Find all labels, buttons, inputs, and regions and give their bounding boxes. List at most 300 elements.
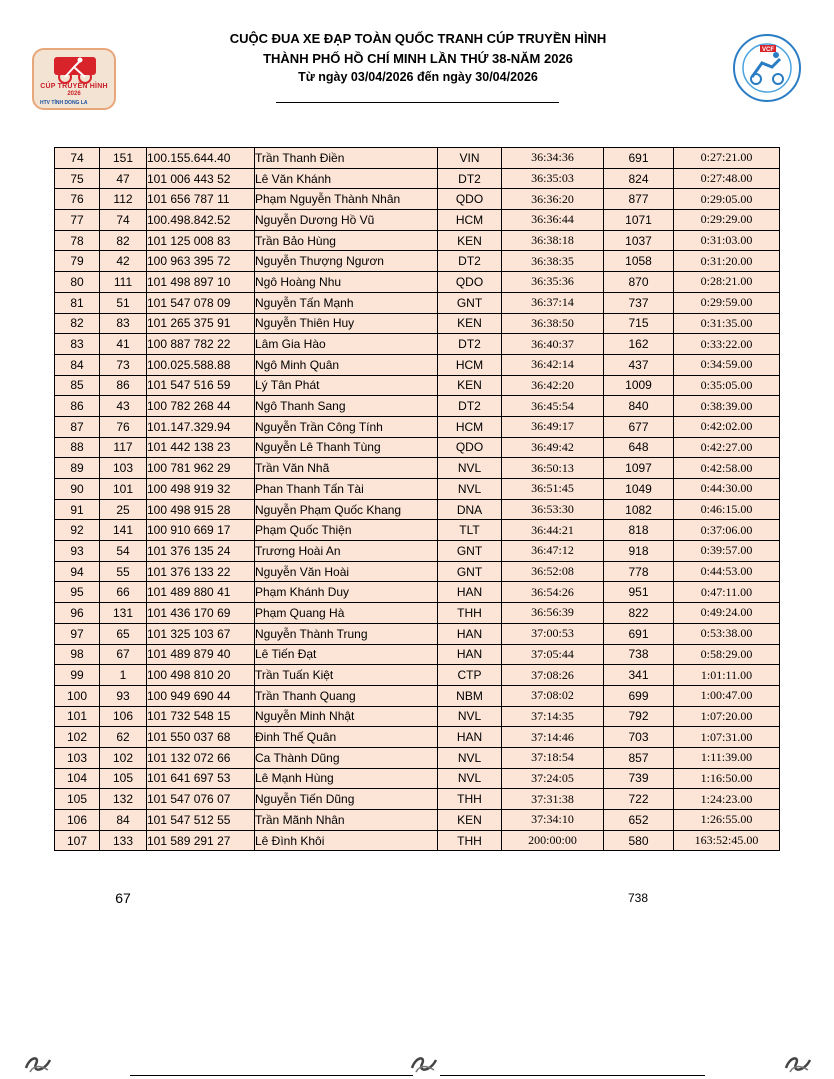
points-cell: 870 — [604, 272, 674, 293]
rider-name-cell: Nguyễn Tấn Mạnh — [255, 292, 438, 313]
table-row — [55, 830, 780, 851]
total-time-cell: 200:00:00 — [502, 830, 604, 851]
uci-id-cell: 101 376 135 24 — [147, 541, 255, 562]
points-cell: 951 — [604, 582, 674, 603]
points-cell: 1049 — [604, 479, 674, 500]
team-code-cell: GNT — [438, 292, 502, 313]
rank-cell: 94 — [55, 561, 100, 582]
uci-id-cell: 100 887 782 22 — [147, 334, 255, 355]
uci-id-cell: 101 589 291 27 — [147, 830, 255, 851]
total-time-cell: 36:38:18 — [502, 230, 604, 251]
team-code-cell: THH — [438, 830, 502, 851]
time-gap-cell: 1:24:23.00 — [674, 789, 780, 810]
rank-cell: 105 — [55, 789, 100, 810]
uci-id-cell: 101 006 443 52 — [147, 168, 255, 189]
rank-cell: 86 — [55, 396, 100, 417]
tv-cup-logo — [32, 48, 116, 110]
rider-name-cell: Lê Đình Khôi — [255, 830, 438, 851]
rank-cell: 97 — [55, 623, 100, 644]
points-cell: 715 — [604, 313, 674, 334]
cyclist-emblem-icon — [50, 55, 100, 85]
time-gap-cell: 1:11:39.00 — [674, 747, 780, 768]
points-cell: 739 — [604, 768, 674, 789]
bib-cell: 42 — [100, 251, 147, 272]
points-cell: 792 — [604, 706, 674, 727]
table-row — [55, 810, 780, 831]
uci-id-cell: 100 781 962 29 — [147, 458, 255, 479]
uci-id-cell: 100 498 919 32 — [147, 479, 255, 500]
uci-id-cell: 101.147.329.94 — [147, 416, 255, 437]
bib-cell: 43 — [100, 396, 147, 417]
points-cell: 737 — [604, 292, 674, 313]
time-gap-cell: 0:39:57.00 — [674, 541, 780, 562]
table-row — [55, 272, 780, 293]
table-row — [55, 665, 780, 686]
rank-cell: 101 — [55, 706, 100, 727]
time-gap-cell: 0:31:20.00 — [674, 251, 780, 272]
uci-id-cell: 101 489 880 41 — [147, 582, 255, 603]
bib-cell: 74 — [100, 210, 147, 231]
total-time-cell: 37:05:44 — [502, 644, 604, 665]
footer-logo-right-icon — [780, 1050, 816, 1076]
rider-name-cell: Nguyễn Lê Thanh Tùng — [255, 437, 438, 458]
points-cell: 652 — [604, 810, 674, 831]
time-gap-cell: 1:07:20.00 — [674, 706, 780, 727]
rider-name-cell: Phạm Quang Hà — [255, 603, 438, 624]
rank-cell: 98 — [55, 644, 100, 665]
bib-cell: 117 — [100, 437, 147, 458]
total-time-cell: 37:34:10 — [502, 810, 604, 831]
rider-name-cell: Nguyễn Thiên Huy — [255, 313, 438, 334]
time-gap-cell: 0:33:22.00 — [674, 334, 780, 355]
points-cell: 778 — [604, 561, 674, 582]
team-code-cell: THH — [438, 603, 502, 624]
uci-id-cell: 101 641 697 53 — [147, 768, 255, 789]
bib-cell: 102 — [100, 747, 147, 768]
time-gap-cell: 1:16:50.00 — [674, 768, 780, 789]
logo-sponsors-text: HTV TỈNH DONG LA — [40, 100, 88, 106]
points-cell: 818 — [604, 520, 674, 541]
total-time-cell: 37:18:54 — [502, 747, 604, 768]
bib-cell: 111 — [100, 272, 147, 293]
points-cell: 677 — [604, 416, 674, 437]
bib-cell: 132 — [100, 789, 147, 810]
points-cell: 703 — [604, 727, 674, 748]
time-gap-cell: 0:42:02.00 — [674, 416, 780, 437]
points-cell: 580 — [604, 830, 674, 851]
team-code-cell: KEN — [438, 230, 502, 251]
time-gap-cell: 0:29:05.00 — [674, 189, 780, 210]
points-cell: 738 — [604, 644, 674, 665]
rider-name-cell: Trần Mãnh Nhân — [255, 810, 438, 831]
table-row — [55, 458, 780, 479]
bib-cell: 141 — [100, 520, 147, 541]
rank-cell: 91 — [55, 499, 100, 520]
rank-cell: 74 — [55, 148, 100, 169]
points-cell: 824 — [604, 168, 674, 189]
points-cell: 722 — [604, 789, 674, 810]
uci-id-cell: 101 547 076 07 — [147, 789, 255, 810]
total-time-cell: 37:08:26 — [502, 665, 604, 686]
title-line-2: THÀNH PHỐ HỒ CHÍ MINH LẦN THỨ 38-NĂM 2026 — [263, 51, 573, 66]
uci-id-cell: 100 910 669 17 — [147, 520, 255, 541]
bib-cell: 25 — [100, 499, 147, 520]
points-cell: 162 — [604, 334, 674, 355]
rider-name-cell: Lê Tiến Đạt — [255, 644, 438, 665]
bib-cell: 1 — [100, 665, 147, 686]
bib-cell: 62 — [100, 727, 147, 748]
total-time-cell: 37:14:46 — [502, 727, 604, 748]
total-time-cell: 36:37:14 — [502, 292, 604, 313]
rider-name-cell: Trần Bảo Hùng — [255, 230, 438, 251]
rank-cell: 107 — [55, 830, 100, 851]
team-code-cell: NBM — [438, 685, 502, 706]
rank-cell: 76 — [55, 189, 100, 210]
rank-cell: 78 — [55, 230, 100, 251]
rider-name-cell: Phan Thanh Tấn Tài — [255, 479, 438, 500]
bib-cell: 65 — [100, 623, 147, 644]
rank-cell: 103 — [55, 747, 100, 768]
bib-cell: 82 — [100, 230, 147, 251]
team-code-cell: HAN — [438, 644, 502, 665]
rider-name-cell: Đinh Thế Quân — [255, 727, 438, 748]
uci-id-cell: 101 442 138 23 — [147, 437, 255, 458]
uci-id-cell: 101 436 170 69 — [147, 603, 255, 624]
bib-cell: 131 — [100, 603, 147, 624]
rider-name-cell: Phạm Nguyễn Thành Nhân — [255, 189, 438, 210]
team-code-cell: DT2 — [438, 251, 502, 272]
team-code-cell: HCM — [438, 210, 502, 231]
logo-year-text: 2026 — [67, 91, 81, 97]
uci-id-cell: 101 547 078 09 — [147, 292, 255, 313]
rider-name-cell: Ca Thành Dũng — [255, 747, 438, 768]
rider-name-cell: Trần Văn Nhã — [255, 458, 438, 479]
table-row — [55, 148, 780, 169]
table-row — [55, 375, 780, 396]
uci-id-cell: 100 498 810 20 — [147, 665, 255, 686]
rider-name-cell: Lê Mạnh Hùng — [255, 768, 438, 789]
uci-id-cell: 101 550 037 68 — [147, 727, 255, 748]
time-gap-cell: 0:28:21.00 — [674, 272, 780, 293]
team-code-cell: DNA — [438, 499, 502, 520]
table-row — [55, 292, 780, 313]
rider-name-cell: Nguyễn Dương Hồ Vũ — [255, 210, 438, 231]
uci-id-cell: 100 782 268 44 — [147, 396, 255, 417]
uci-id-cell: 101 132 072 66 — [147, 747, 255, 768]
table-row — [55, 768, 780, 789]
total-time-cell: 37:24:05 — [502, 768, 604, 789]
time-gap-cell: 0:35:05.00 — [674, 375, 780, 396]
points-cell: 877 — [604, 189, 674, 210]
time-gap-cell: 0:27:21.00 — [674, 148, 780, 169]
total-time-cell: 36:54:26 — [502, 582, 604, 603]
rider-name-cell: Trần Thanh Điền — [255, 148, 438, 169]
team-code-cell: NVL — [438, 458, 502, 479]
team-code-cell: NVL — [438, 747, 502, 768]
uci-id-cell: 100 949 690 44 — [147, 685, 255, 706]
footer-logo-center-icon — [406, 1050, 442, 1076]
table-row — [55, 789, 780, 810]
rider-name-cell: Trần Thanh Quang — [255, 685, 438, 706]
table-row — [55, 520, 780, 541]
rank-cell: 80 — [55, 272, 100, 293]
bib-cell: 76 — [100, 416, 147, 437]
footer-line-right — [440, 1075, 705, 1076]
team-code-cell: DT2 — [438, 396, 502, 417]
team-code-cell: QDO — [438, 189, 502, 210]
rider-name-cell: Nguyễn Tiến Dũng — [255, 789, 438, 810]
rank-cell: 102 — [55, 727, 100, 748]
team-code-cell: HAN — [438, 582, 502, 603]
bib-cell: 112 — [100, 189, 147, 210]
table-row — [55, 644, 780, 665]
table-row — [55, 437, 780, 458]
total-time-cell: 36:53:30 — [502, 499, 604, 520]
results-table — [54, 147, 780, 851]
points-cell: 1037 — [604, 230, 674, 251]
team-code-cell: TLT — [438, 520, 502, 541]
time-gap-cell: 0:44:30.00 — [674, 479, 780, 500]
table-row — [55, 334, 780, 355]
total-time-cell: 37:31:38 — [502, 789, 604, 810]
total-time-cell: 36:47:12 — [502, 541, 604, 562]
table-row — [55, 623, 780, 644]
total-time-cell: 36:51:45 — [502, 479, 604, 500]
rider-name-cell: Lý Tân Phát — [255, 375, 438, 396]
rider-name-cell: Ngô Thanh Sang — [255, 396, 438, 417]
time-gap-cell: 163:52:45.00 — [674, 830, 780, 851]
time-gap-cell: 0:49:24.00 — [674, 603, 780, 624]
total-time-cell: 36:36:44 — [502, 210, 604, 231]
total-time-cell: 36:38:35 — [502, 251, 604, 272]
points-cell: 648 — [604, 437, 674, 458]
time-gap-cell: 0:47:11.00 — [674, 582, 780, 603]
points-cell: 1097 — [604, 458, 674, 479]
bib-cell: 55 — [100, 561, 147, 582]
time-gap-cell: 0:37:06.00 — [674, 520, 780, 541]
rank-cell: 84 — [55, 354, 100, 375]
points-cell: 699 — [604, 685, 674, 706]
rank-cell: 106 — [55, 810, 100, 831]
footer-line-left — [130, 1075, 413, 1076]
uci-id-cell: 101 325 103 67 — [147, 623, 255, 644]
bib-cell: 67 — [100, 644, 147, 665]
time-gap-cell: 0:38:39.00 — [674, 396, 780, 417]
time-gap-cell: 0:58:29.00 — [674, 644, 780, 665]
rank-cell: 85 — [55, 375, 100, 396]
bib-cell: 41 — [100, 334, 147, 355]
rider-name-cell: Trương Hoài An — [255, 541, 438, 562]
total-time-cell: 36:49:17 — [502, 416, 604, 437]
total-time-cell: 36:44:21 — [502, 520, 604, 541]
table-row — [55, 582, 780, 603]
table-row — [55, 706, 780, 727]
bib-cell: 86 — [100, 375, 147, 396]
bib-cell: 66 — [100, 582, 147, 603]
rank-cell: 81 — [55, 292, 100, 313]
bib-cell: 51 — [100, 292, 147, 313]
table-row — [55, 210, 780, 231]
points-cell: 691 — [604, 148, 674, 169]
time-gap-cell: 0:42:58.00 — [674, 458, 780, 479]
rider-name-cell: Ngô Minh Quân — [255, 354, 438, 375]
uci-id-cell: 101 656 787 11 — [147, 189, 255, 210]
table-row — [55, 685, 780, 706]
bib-cell: 73 — [100, 354, 147, 375]
uci-id-cell: 100.155.644.40 — [147, 148, 255, 169]
rider-name-cell: Nguyễn Thành Trung — [255, 623, 438, 644]
time-gap-cell: 0:29:29.00 — [674, 210, 780, 231]
time-gap-cell: 0:44:53.00 — [674, 561, 780, 582]
table-row — [55, 541, 780, 562]
table-row — [55, 251, 780, 272]
rider-name-cell: Lê Văn Khánh — [255, 168, 438, 189]
rider-name-cell: Nguyễn Trần Công Tính — [255, 416, 438, 437]
logo-cup-text: CÚP TRUYỀN HÌNH — [40, 83, 108, 90]
table-row — [55, 354, 780, 375]
total-time-cell: 36:34:36 — [502, 148, 604, 169]
total-time-cell: 36:38:50 — [502, 313, 604, 334]
rider-name-cell: Ngô Hoàng Nhu — [255, 272, 438, 293]
rank-cell: 83 — [55, 334, 100, 355]
time-gap-cell: 0:42:27.00 — [674, 437, 780, 458]
points-cell: 822 — [604, 603, 674, 624]
rank-cell: 90 — [55, 479, 100, 500]
team-code-cell: GNT — [438, 561, 502, 582]
rank-cell: 79 — [55, 251, 100, 272]
rider-name-cell: Trần Tuấn Kiệt — [255, 665, 438, 686]
time-gap-cell: 1:26:55.00 — [674, 810, 780, 831]
time-gap-cell: 0:53:38.00 — [674, 623, 780, 644]
total-time-cell: 36:35:36 — [502, 272, 604, 293]
team-code-cell: GNT — [438, 541, 502, 562]
table-row — [55, 727, 780, 748]
rank-cell: 82 — [55, 313, 100, 334]
team-code-cell: HCM — [438, 354, 502, 375]
table-row — [55, 603, 780, 624]
time-gap-cell: 0:34:59.00 — [674, 354, 780, 375]
rider-name-cell: Nguyễn Minh Nhật — [255, 706, 438, 727]
uci-id-cell: 100.498.842.52 — [147, 210, 255, 231]
team-code-cell: KEN — [438, 313, 502, 334]
team-code-cell: QDO — [438, 437, 502, 458]
points-cell: 840 — [604, 396, 674, 417]
time-gap-cell: 0:46:15.00 — [674, 499, 780, 520]
team-code-cell: QDO — [438, 272, 502, 293]
time-gap-cell: 0:31:35.00 — [674, 313, 780, 334]
uci-id-cell: 101 376 133 22 — [147, 561, 255, 582]
uci-id-cell: 101 498 897 10 — [147, 272, 255, 293]
points-cell: 437 — [604, 354, 674, 375]
uci-id-cell: 100.025.588.88 — [147, 354, 255, 375]
rider-name-cell: Nguyễn Thượng Ngươn — [255, 251, 438, 272]
uci-id-cell: 101 547 516 59 — [147, 375, 255, 396]
points-cell: 918 — [604, 541, 674, 562]
total-time-cell: 36:50:13 — [502, 458, 604, 479]
bib-cell: 106 — [100, 706, 147, 727]
uci-id-cell: 100 498 915 28 — [147, 499, 255, 520]
total-time-cell: 36:45:54 — [502, 396, 604, 417]
points-cell: 1009 — [604, 375, 674, 396]
table-row — [55, 416, 780, 437]
date-range-line: Từ ngày 03/04/2026 đến ngày 30/04/2026 — [298, 70, 538, 84]
table-row — [55, 168, 780, 189]
uci-id-cell: 100 963 395 72 — [147, 251, 255, 272]
bib-cell: 103 — [100, 458, 147, 479]
total-time-cell: 36:52:08 — [502, 561, 604, 582]
rank-cell: 87 — [55, 416, 100, 437]
total-time-cell: 37:00:53 — [502, 623, 604, 644]
table-row — [55, 479, 780, 500]
vcf-federation-logo-icon — [732, 33, 802, 103]
table-row — [55, 396, 780, 417]
rank-cell: 99 — [55, 665, 100, 686]
title-line-1: CUỘC ĐUA XE ĐẠP TOÀN QUỐC TRANH CÚP TRUYỀN HÌNH — [229, 31, 607, 46]
results-table-body — [55, 148, 780, 851]
total-time-cell: 36:36:20 — [502, 189, 604, 210]
team-code-cell: THH — [438, 789, 502, 810]
uci-id-cell: 101 547 512 55 — [147, 810, 255, 831]
rider-name-cell: Nguyễn Phạm Quốc Khang — [255, 499, 438, 520]
summary-bib-total: 67 — [115, 890, 131, 906]
team-code-cell: HAN — [438, 623, 502, 644]
summary-points-total: 738 — [627, 891, 649, 905]
team-code-cell: CTP — [438, 665, 502, 686]
vcf-logo-text: VCF — [762, 47, 774, 53]
team-code-cell: HAN — [438, 727, 502, 748]
rank-cell: 100 — [55, 685, 100, 706]
table-row — [55, 747, 780, 768]
total-time-cell: 36:42:20 — [502, 375, 604, 396]
total-time-cell: 36:56:39 — [502, 603, 604, 624]
time-gap-cell: 0:27:48.00 — [674, 168, 780, 189]
total-time-cell: 36:49:42 — [502, 437, 604, 458]
rider-name-cell: Phạm Khánh Duy — [255, 582, 438, 603]
team-code-cell: KEN — [438, 375, 502, 396]
team-code-cell: NVL — [438, 768, 502, 789]
header-divider — [276, 102, 559, 103]
table-row — [55, 561, 780, 582]
rider-name-cell: Nguyễn Văn Hoài — [255, 561, 438, 582]
bib-cell: 54 — [100, 541, 147, 562]
bib-cell: 101 — [100, 479, 147, 500]
points-cell: 341 — [604, 665, 674, 686]
bib-cell: 47 — [100, 168, 147, 189]
time-gap-cell: 1:01:11.00 — [674, 665, 780, 686]
bib-cell: 93 — [100, 685, 147, 706]
table-row — [55, 313, 780, 334]
points-cell: 857 — [604, 747, 674, 768]
team-code-cell: KEN — [438, 810, 502, 831]
points-cell: 1071 — [604, 210, 674, 231]
time-gap-cell: 0:29:59.00 — [674, 292, 780, 313]
time-gap-cell: 0:31:03.00 — [674, 230, 780, 251]
rank-cell: 95 — [55, 582, 100, 603]
bib-cell: 133 — [100, 830, 147, 851]
bib-cell: 105 — [100, 768, 147, 789]
points-cell: 1082 — [604, 499, 674, 520]
uci-id-cell: 101 732 548 15 — [147, 706, 255, 727]
total-time-cell: 36:40:37 — [502, 334, 604, 355]
time-gap-cell: 1:00:47.00 — [674, 685, 780, 706]
footer-logo-left-icon — [20, 1050, 56, 1076]
bib-cell: 83 — [100, 313, 147, 334]
uci-id-cell: 101 265 375 91 — [147, 313, 255, 334]
rank-cell: 77 — [55, 210, 100, 231]
team-code-cell: HCM — [438, 416, 502, 437]
bib-cell: 151 — [100, 148, 147, 169]
team-code-cell: DT2 — [438, 334, 502, 355]
